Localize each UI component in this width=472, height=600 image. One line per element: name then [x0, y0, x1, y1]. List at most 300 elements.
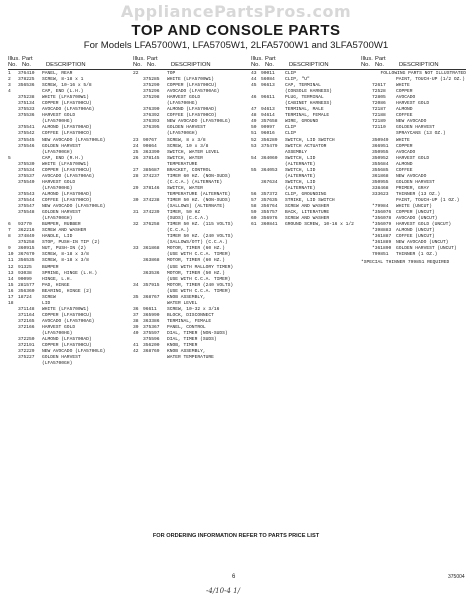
- illus-number: 22: [133, 71, 139, 76]
- part-number: 372191: [18, 343, 35, 349]
- part-description: TERMINAL, MALE: [285, 107, 324, 113]
- page-title: TOP AND CONSOLE PARTS: [131, 22, 341, 39]
- part-description: DIAL, TIMER (SUDS): [167, 337, 217, 343]
- part-number: 96611: [261, 95, 275, 101]
- illus-number: 2: [8, 77, 11, 83]
- part-description: HARVEST GOLD (UNCUT): [396, 222, 452, 228]
- part-number: 96611: [143, 306, 157, 312]
- part-description: SCREW, 10-32 x 3/16: [167, 306, 220, 312]
- part-number: 361868: [143, 246, 160, 252]
- part-description: NEW AVOCADO: [396, 119, 427, 125]
- part-description: AVOCADO (LFA5700AG): [42, 173, 95, 179]
- illus-number: 60: [251, 216, 257, 222]
- part-description: COPPER: [396, 89, 413, 95]
- part-number: 375298: [143, 95, 160, 101]
- part-number: 376395: [143, 125, 160, 131]
- part-description: COFFEE (UNCUT): [396, 234, 435, 240]
- part-description: (ALTERNATE): [285, 161, 316, 167]
- part-description: WHITE (LFA5700W1): [42, 161, 89, 167]
- part-description: SCREW AND WASHER: [285, 216, 330, 222]
- part-description: WIRE, GROUND: [285, 119, 319, 125]
- part-number: 357658: [261, 119, 278, 125]
- part-description: SWITCH, WATER LEVEL: [167, 149, 220, 155]
- part-number: 374239: [143, 210, 160, 216]
- part-description: (ALTERNATE): [285, 173, 316, 179]
- illus-number: 30: [133, 197, 139, 203]
- column-header: [361, 56, 466, 70]
- illus-number: 53: [251, 143, 257, 149]
- part-row: [251, 222, 361, 228]
- part-number: 356535: [18, 258, 35, 264]
- illus-number: [8, 361, 18, 367]
- part-description: NEW AVOCADO (LFA5700LG): [167, 119, 231, 125]
- part-description: TIMER 50 HZ. (NON-SUDS): [167, 197, 231, 203]
- part-description: (C.C.A.) (ALTERNATE): [167, 179, 223, 185]
- part-number: 72188: [372, 113, 386, 119]
- part-description: MOTOR, TIMER (50 HZ.): [167, 270, 225, 276]
- part-number: 91325: [18, 264, 32, 270]
- part-description: (USE WITH C.C.A. TIMER): [167, 276, 231, 282]
- illus-number: 31: [133, 210, 139, 216]
- part-label: Part: [375, 56, 386, 62]
- part-number: 385687: [143, 167, 160, 173]
- part-number: 799851: [372, 252, 389, 258]
- part-description: GOLDEN HARVEST: [42, 210, 81, 216]
- document-number: 375004: [448, 574, 465, 580]
- part-description: TERMINAL, FEMALE: [167, 318, 212, 324]
- illus-number: 25: [133, 149, 139, 155]
- part-number: 375545: [18, 137, 35, 143]
- part-number: 366951: [372, 143, 389, 149]
- part-description: ASSEMBLY: [285, 149, 308, 155]
- part-description: SCREW, 8-18 x 3/8: [42, 252, 89, 258]
- part-description: (CONSOLE HARNESS): [285, 89, 332, 95]
- part-number: 350949: [372, 137, 389, 143]
- part-description: WHITE (LFA5700W1): [42, 306, 89, 312]
- illus-number: 8: [8, 234, 11, 240]
- illus-number: 56: [251, 191, 257, 197]
- special-note: *SPECIAL THINNER 799851 REQUIRED: [361, 260, 450, 266]
- part-number: 362216: [18, 228, 35, 234]
- part-number: 372166: [18, 324, 35, 330]
- part-description: WHITE: [396, 137, 410, 143]
- part-no-label: No.: [265, 62, 275, 68]
- handwritten-note: -4/10-4 1/: [206, 587, 240, 595]
- illus-number: 15: [8, 282, 14, 288]
- part-number: 363868: [143, 258, 160, 264]
- part-description: ALMOND (UNCUT): [396, 228, 435, 234]
- part-description: (LFA5700HG): [42, 119, 73, 125]
- part-number: 375537: [18, 173, 35, 179]
- part-number: 72617: [372, 83, 386, 89]
- illus-number: 23: [133, 137, 139, 143]
- part-number: 281577: [18, 282, 35, 288]
- part-description: STOP, PUSH-IN TIP (2): [42, 240, 100, 246]
- part-number: 90864: [143, 143, 157, 149]
- part-number: 360841: [261, 222, 278, 228]
- illus-number: 51: [251, 131, 257, 137]
- part-description: PRIMER, GRAY: [396, 185, 430, 191]
- part-description: (LFA5700GH): [167, 131, 198, 137]
- part-number: 350955: [372, 149, 389, 155]
- part-description: (LFA5700GH): [42, 361, 73, 367]
- illus-number: 9: [8, 246, 11, 252]
- illus-number: 49: [251, 119, 257, 125]
- part-description: PAINT, TOUCH-UP (1/2 OZ.): [396, 77, 465, 83]
- part-description: NEW AVOCADO (LFA5700LG): [42, 137, 106, 143]
- part-number: 372229: [18, 349, 35, 355]
- part-description: THINNER (1 OZ.): [396, 252, 438, 258]
- part-row: [361, 252, 466, 258]
- part-description: GOLDEN HARVEST (UNCUT): [396, 246, 457, 252]
- part-number: 375290: [143, 83, 160, 89]
- part-description: (ALTERNATE): [285, 185, 316, 191]
- part-number: 364053: [261, 167, 278, 173]
- part-number: 360915: [18, 246, 35, 252]
- part-number: 375543: [18, 191, 35, 197]
- part-number: 375530: [18, 161, 35, 167]
- watermark-text: AppliancePartsPros.com: [120, 2, 352, 21]
- illus-number: 55: [251, 167, 257, 173]
- part-description: HARVEST GOLD: [396, 155, 430, 161]
- part-number: 376258: [143, 222, 160, 228]
- part-description: CLIP: [285, 71, 297, 76]
- part-number: 90767: [143, 137, 157, 143]
- part-description: AVOCADO (UNCUT): [396, 216, 438, 222]
- part-description: BEARING, HINGE (2): [42, 288, 92, 294]
- illus-number: 17: [8, 294, 14, 300]
- part-number: 357915: [143, 282, 160, 288]
- part-description: GOLDEN HARVEST: [167, 125, 206, 131]
- part-number: 375541: [18, 125, 35, 131]
- column-header: [133, 56, 251, 70]
- part-number: *356079: [372, 222, 392, 228]
- part-description: PAINT, TOUCH-UP (1 OZ.): [396, 197, 460, 203]
- part-description: SCREW: [42, 294, 56, 300]
- part-description: CLIP: [285, 131, 297, 137]
- part-label: Part: [22, 56, 33, 62]
- part-number: 374238: [143, 197, 160, 203]
- part-description: COFFEE: [396, 167, 413, 173]
- part-number: 376410: [18, 71, 35, 76]
- part-description: (SALLOWS) (ALTERNATE): [167, 204, 225, 210]
- part-number: 355685: [372, 167, 389, 173]
- part-description: NEW AVOCADO (UNCUT): [396, 240, 449, 246]
- part-number: *361890: [372, 246, 392, 252]
- column-header: [8, 56, 133, 70]
- illus-number: [361, 252, 372, 258]
- part-description: COFFEE (LFA5700CO): [42, 197, 92, 203]
- part-number: 94614: [261, 113, 275, 119]
- part-number: 375542: [18, 131, 35, 137]
- part-number: 363390: [143, 149, 160, 155]
- ordering-footer: FOR ORDERING INFORMATION REFER TO PARTS PRICE LIST: [152, 533, 320, 539]
- part-number: 367634: [261, 179, 278, 185]
- part-number: 375238: [18, 95, 35, 101]
- part-description: (LFA5700GH): [42, 216, 73, 222]
- part-number: 356976: [261, 216, 278, 222]
- part-number: 375285: [143, 77, 160, 83]
- part-number: 72805: [372, 95, 386, 101]
- part-description: BUMPER: [42, 264, 59, 270]
- part-number: 375596: [143, 337, 160, 343]
- illus-number: 27: [133, 167, 139, 173]
- part-description: ALMOND: [396, 107, 413, 113]
- part-description: SCREW AND WASHER: [285, 204, 330, 210]
- part-description: WATER TEMPERATURE: [167, 355, 214, 361]
- part-number: 375547: [18, 204, 35, 210]
- illus-number: 45: [251, 83, 257, 89]
- part-number: 93770: [18, 222, 32, 228]
- part-description: WATER LEVEL: [167, 300, 198, 306]
- illus-number: 34: [133, 282, 139, 288]
- description-label: DESCRIPTION: [289, 62, 329, 68]
- illus-number: 11: [8, 258, 14, 264]
- part-number: 356360: [18, 288, 35, 294]
- part-description: FOLLOWING PARTS NOT ILLUSTRATED: [380, 71, 466, 76]
- part-number: *79984: [372, 204, 389, 210]
- part-description: CAP, END (L.H.): [42, 89, 84, 95]
- no-label: No.: [133, 62, 143, 68]
- part-number: 375296: [143, 89, 160, 95]
- part-number: 372165: [18, 318, 35, 324]
- no-label: No.: [8, 62, 18, 68]
- part-number: 338468: [372, 185, 389, 191]
- part-number: 368769: [143, 349, 160, 355]
- part-number: 72528: [372, 89, 386, 95]
- part-description: SPRING, HINGE (L.H.): [42, 270, 98, 276]
- part-number: 356764: [261, 204, 278, 210]
- part-description: STRIKE, LID SWITCH: [285, 197, 335, 203]
- part-description: TIMER 60 HZ. (NON-SUDS): [167, 173, 231, 179]
- part-description: TIMER 50 HZ. (115 VOLTS): [167, 222, 234, 228]
- illus-number: 37: [133, 312, 139, 318]
- part-number: 357635: [261, 197, 278, 203]
- part-description: HARVEST GOLD: [42, 324, 76, 330]
- part-description: LID: [42, 300, 51, 306]
- part-description: SCREW, 8-18 x 3/8: [42, 258, 89, 264]
- part-description: PLUG, TERMINAL: [285, 95, 324, 101]
- part-label: Part: [265, 56, 276, 62]
- part-description: BACK, LITERATURE: [285, 210, 330, 216]
- part-number: 376390: [143, 107, 160, 113]
- part-number: *361889: [372, 240, 392, 246]
- part-number: 375544: [18, 197, 35, 203]
- illus-number: 36: [133, 306, 139, 312]
- part-number: 72189: [372, 119, 386, 125]
- illus-number: 38: [133, 318, 139, 324]
- part-label: Part: [147, 56, 158, 62]
- part-description: SPRAYCANS (13 OZ.): [396, 131, 446, 137]
- illus-number: 16: [8, 288, 14, 294]
- part-number: 371164: [18, 312, 35, 318]
- part-description: COPPER (LFA5700CU): [42, 312, 92, 318]
- part-number: 374849: [18, 234, 35, 240]
- part-number: 56084: [261, 77, 275, 83]
- illus-number: 41: [133, 343, 139, 349]
- part-number: 90099: [18, 276, 32, 282]
- part-description: WHITE: [396, 83, 410, 89]
- part-description: SCREW, 10 x 3/8: [167, 143, 209, 149]
- part-number: 375227: [18, 355, 35, 361]
- part-description: HINGE, L.H.: [42, 276, 73, 282]
- part-description: SCREW AND WASHER: [42, 228, 87, 234]
- part-description: PANEL, CONTROL: [167, 324, 206, 330]
- part-description: KNOB ASSEMBLY,: [167, 349, 206, 355]
- part-description: GOLDEN HARVEST: [42, 143, 81, 149]
- part-description: SCREW, 8 x 3/8: [167, 137, 206, 143]
- illus-number: 7: [8, 228, 11, 234]
- part-description: HARVEST GOLD: [42, 113, 76, 119]
- illus-number: [133, 355, 143, 361]
- description-label: DESCRIPTION: [399, 62, 439, 68]
- part-description: SWITCH, LID: [285, 179, 316, 185]
- part-number: 356200: [143, 343, 160, 349]
- part-number: 356289: [261, 137, 278, 143]
- part-number: 376393: [143, 119, 160, 125]
- part-description: CLIP, "U": [285, 77, 310, 83]
- part-description: AVOCADO (LFA5700AG): [167, 89, 220, 95]
- page-subtitle: For Models LFA5700W1, LFA5705W1, 2LFA5700W1 and 3LFA5700W1: [83, 40, 389, 51]
- illus-number: 18: [8, 300, 14, 306]
- illus-number: 42: [133, 349, 139, 355]
- part-number: 90997: [261, 125, 275, 131]
- illus-number: 1: [8, 71, 11, 76]
- illus-number: 10: [8, 252, 14, 258]
- part-number: 357372: [261, 191, 278, 197]
- part-description: ALMOND (LFA5700AD): [42, 191, 92, 197]
- part-number: *356076: [372, 210, 392, 216]
- part-description: KNOB ASSEMBLY,: [167, 294, 206, 300]
- illus-number: 33: [133, 246, 139, 252]
- part-number: 90011: [261, 71, 275, 76]
- part-description: SWITCH, WATER: [167, 185, 203, 191]
- part-number: 368767: [143, 294, 160, 300]
- part-description: COPPER (LFA5700CU): [42, 167, 92, 173]
- part-description: TERMINAL, FEMALE: [285, 113, 330, 119]
- part-description: ALMOND: [396, 161, 413, 167]
- part-description: SWITCH, LID: [285, 155, 316, 161]
- part-number: 375597: [143, 331, 160, 337]
- part-description: NEW AVOCADO: [396, 173, 427, 179]
- part-number: 350955: [372, 179, 389, 185]
- part-description: BRACKET, CONTROL: [167, 167, 212, 173]
- part-description: (LFA5700HG): [42, 185, 73, 191]
- part-number: 364060: [261, 155, 278, 161]
- part-number: *398883: [372, 228, 392, 234]
- illus-number: 57: [251, 197, 257, 203]
- illus-number: 3: [8, 83, 11, 89]
- part-description: (LFA5700GH): [42, 149, 73, 155]
- part-number: 72086: [372, 101, 386, 107]
- part-description: COFFEE (LFA5700CO): [42, 131, 92, 137]
- part-description: TEMPERATURE (ALTERNATE): [167, 191, 231, 197]
- part-description: AVOCADO: [396, 95, 416, 101]
- part-number: 356536: [18, 83, 35, 89]
- illus-number: 61: [251, 222, 257, 228]
- illus-number: 58: [251, 204, 257, 210]
- illus-number: 43: [251, 71, 257, 76]
- parts-column-4: [361, 56, 466, 526]
- part-number: 367670: [18, 252, 35, 258]
- part-number: [143, 355, 167, 361]
- part-number: *361887: [372, 234, 392, 240]
- illus-number: 52: [251, 137, 257, 143]
- part-description: MOTOR, TIMER (60 HZ.): [167, 258, 225, 264]
- part-number: 375546: [18, 143, 35, 149]
- part-description: AVOCADO (LFA5700AG): [42, 318, 95, 324]
- part-description: (USE WITH MALLORY TIMER): [167, 264, 234, 270]
- part-description: (SALLOWS/OTT) (C.C.A.): [167, 240, 228, 246]
- illus-number: 13: [8, 270, 14, 276]
- part-description: NUT, PUSH-IN (2): [42, 246, 87, 252]
- part-description: (CABINET HARNESS): [285, 101, 332, 107]
- part-number: 361868: [372, 173, 389, 179]
- part-description: SWITCH ACTUATOR: [285, 143, 327, 149]
- part-number: 72187: [372, 107, 386, 113]
- part-number: 363536: [143, 270, 160, 276]
- part-description: NEW AVOCADO (LFA5700LG): [42, 349, 106, 355]
- part-number: 375479: [261, 143, 278, 149]
- part-description: COPPER (LFA5700CU): [167, 83, 217, 89]
- part-number: 350952: [372, 155, 389, 161]
- illus-number: 12: [8, 264, 14, 270]
- part-number: 93038: [18, 270, 32, 276]
- illus-number: 47: [251, 107, 257, 113]
- illus-number: 26: [133, 155, 139, 161]
- part-description: ALMOND (LFA5700AD): [167, 107, 217, 113]
- part-number: 376392: [143, 113, 160, 119]
- part-description: TIMER 50 HZ. (240 VOLTS): [167, 234, 234, 240]
- parts-column-1: [8, 56, 133, 526]
- part-description: THINNER (13 OZ.): [396, 191, 441, 197]
- illus-number: 35: [133, 294, 139, 300]
- illus-label: Illus.: [8, 56, 20, 62]
- illus-label: Illus.: [133, 56, 145, 62]
- part-no-label: No.: [375, 62, 385, 68]
- part-description: WHITE (LFA5700W1): [167, 77, 214, 83]
- part-number: 378145: [143, 155, 160, 161]
- illus-number: 46: [251, 95, 257, 101]
- part-number: 355684: [372, 161, 389, 167]
- part-number: 372250: [18, 337, 35, 343]
- part-number: 375534: [18, 167, 35, 173]
- parts-column-3: [251, 56, 361, 526]
- illus-number: 59: [251, 210, 257, 216]
- part-number: 375548: [18, 210, 35, 216]
- column-header: [251, 56, 361, 70]
- parts-column-2: [133, 56, 251, 526]
- part-number: 374237: [143, 173, 160, 179]
- part-description: CLIP, GROUNDING: [285, 191, 327, 197]
- part-description: MOTOR, TIMER (60 HZ.): [167, 246, 225, 252]
- part-description: AVOCADO (LFA5700AG): [42, 107, 95, 113]
- part-description: BLOCK, DISCONNECT: [167, 312, 214, 318]
- part-description: WHITE (UNCUT): [396, 204, 432, 210]
- part-description: ALMOND (LFA5700AD): [42, 125, 92, 131]
- part-description: SWITCH, WATER: [167, 155, 203, 161]
- part-description: NEW AVOCADO (LFA5700LG): [42, 204, 106, 210]
- part-number: 18724: [18, 294, 32, 300]
- part-description: TEMPERATURE: [167, 161, 198, 167]
- illus-label: Illus.: [251, 56, 263, 62]
- part-number: 365990: [143, 312, 160, 318]
- part-description: SCREW, 10-16 x 5/8: [42, 83, 92, 89]
- illus-number: 44: [251, 77, 257, 83]
- part-description: (LFA5700HG): [167, 101, 198, 107]
- part-no-label: No.: [22, 62, 32, 68]
- part-description: SCREW, 8-18 x 1: [42, 77, 84, 83]
